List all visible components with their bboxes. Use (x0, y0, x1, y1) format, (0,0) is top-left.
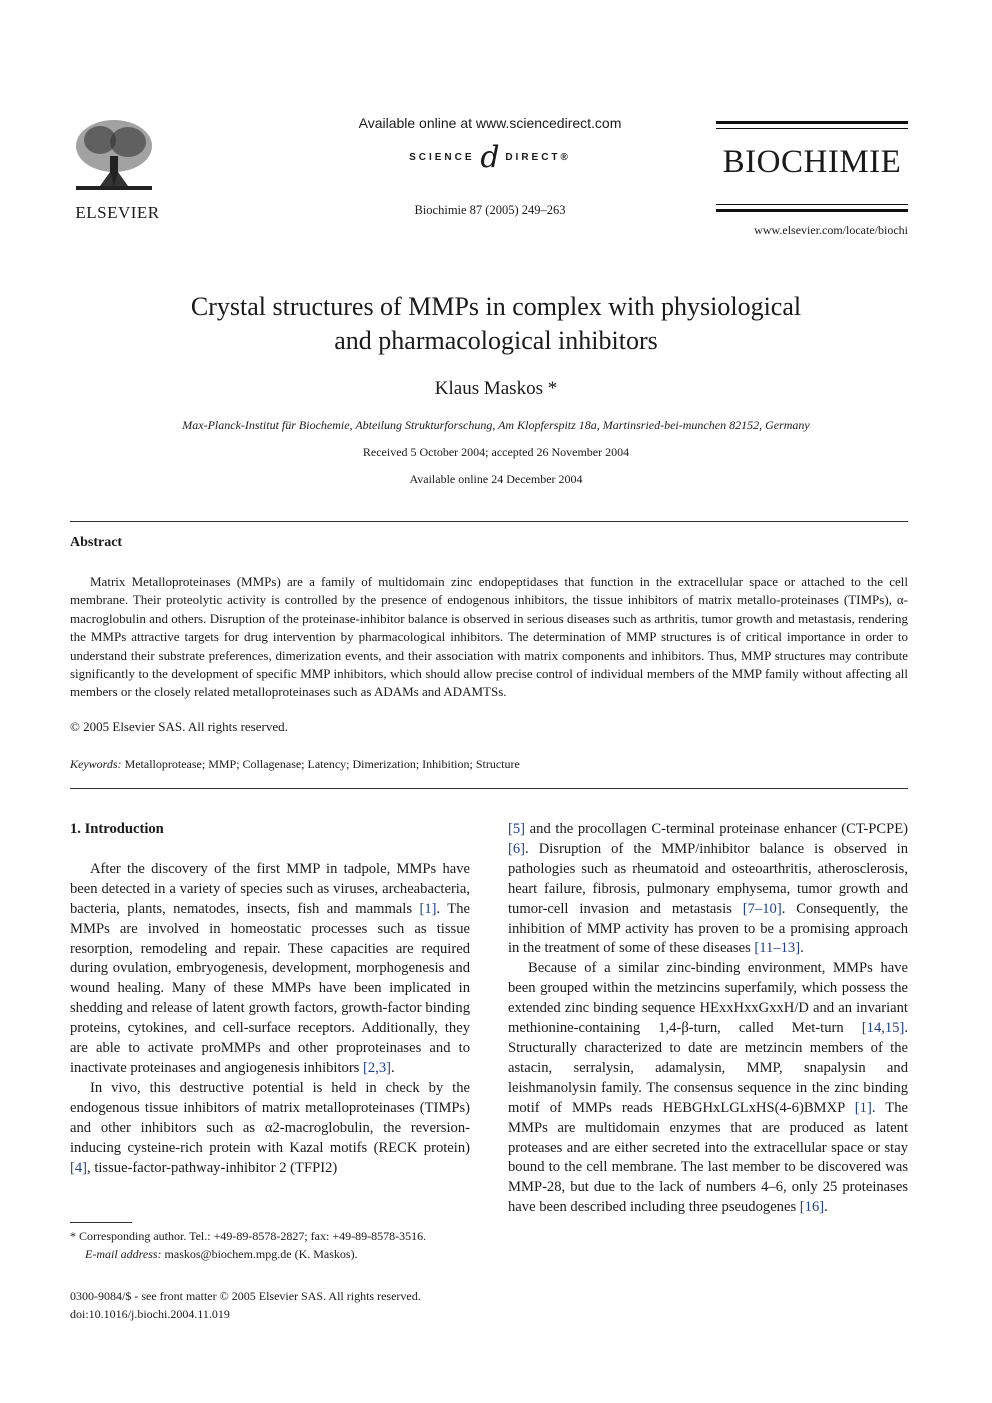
text-run: . (824, 1199, 828, 1216)
text-run: In vivo, this destructive potential is held in check by the endogenous tissue inhibitors of matrix metalloproteinases (TIMPs) and other inhibitors such as α2-macroglobulin, the reversion-inducing cysteine-rich protein with Kazal motifs (RECK protein) (70, 1079, 470, 1156)
citation-link[interactable]: [5] (508, 821, 526, 837)
text-run: . (800, 940, 804, 957)
journal-rule (716, 204, 908, 205)
sd-right-word: DIRECT® (505, 152, 571, 163)
paragraph (508, 820, 908, 959)
elsevier-tree-icon (70, 116, 158, 196)
author-name[interactable]: Klaus Maskos * (434, 378, 558, 399)
front-matter (70, 1288, 490, 1323)
section-heading: 1. Introduction (70, 821, 164, 837)
author-affiliation: Max-Planck-Institut für Biochemie, Abteilung Strukturforschung, Am Klopferspitz 18a, Martinsried-bei-munchen 82152, Germany (182, 418, 810, 432)
text-run: . The MMPs are multidomain enzymes that are produced as latent proteases and are either secreted into the extracellular space or stay bound to the cell membrane. The last member to be discovered was MMP-28, but due to the lack of numbers 4–6, only 25 proteinases have been described including three pseudogenes (508, 1099, 909, 1216)
title-line-1: Crystal structures of MMPs in complex with physiological (190, 292, 802, 321)
citation-link[interactable]: [1] (854, 1099, 872, 1116)
email-address[interactable]: maskos@biochem.mpg.de (K. Maskos). (164, 1246, 358, 1261)
available-online-date: Available online 24 December 2004 (409, 472, 583, 486)
citation-link[interactable]: [11–13] (754, 940, 801, 957)
article-title (100, 290, 892, 358)
citation-link[interactable]: [4] (70, 1159, 88, 1176)
body-column-left (70, 820, 470, 1178)
publisher-name: ELSEVIER (75, 203, 160, 222)
sd-left-word: SCIENCE (409, 152, 475, 163)
doi-line[interactable]: doi:10.1016/j.biochi.2004.11.019 (70, 1306, 230, 1321)
abstract-text: Matrix Metalloproteinases (MMPs) are a family of multidomain zinc endopeptidases that function in the extracellular space or attached to the cell membrane. Their proteolytic activity is controlled by the presence of endogenous inhibitors, the tissue inhibitors of matrix metallo-proteinases (TIMPs), α-macroglobulin and others. Disruption of the proteinase-inhibitor balance is observed in serious diseases such as arthritis, tumor growth and metastasis, rendering the MMPs attractive targets for drug intervention by pharmacological inhibitors. The determination of MMP structures is of critical importance in order to understand their substrate preferences, dimerization events, and their association with matrix components and inhibitors. Thus, MMP structures may contribute significantly to the development of specific MMP inhibitors, which should allow precise control of individual members of the MMP family without affecting all members or the closely related metalloproteinases such as ADAMs and ADAMTSs. (70, 574, 908, 700)
text-run: . Structurally characterized to date are metzincin members of the astacin, serralysin, adamalysin, MMP, snapalysin and leishmanolysin family. The consensus sequence in the zinc binding motif of MMPs reads HEBGHxLGLxHS(4-6)BMXP (508, 1020, 908, 1116)
abstract-copyright: © 2005 Elsevier SAS. All rights reserved. (70, 719, 288, 734)
text-run: . The MMPs are involved in homeostatic processes such as tissue resorption, remodeling and repair. These capacities are required during ovulation, embryogenesis, development, morphogenesis and wound healing. Many of these MMPs have been implicated in shedding and release of latent growth factors, growth-factor binding proteins, cytokines, and cell-surface receptors. Additionally, they are able to activate proMMPs and other proproteinases and to inactivate proteinases and angiogenesis inhibitors (70, 900, 470, 1076)
body-column-right (508, 820, 908, 1218)
text-run: Because of a similar zinc-binding environment, MMPs have been grouped within the metzincins superfamily, which possess the extended zinc binding sequence HExxHxxGxxH/D and an invariant methionine-containing 1,4-β-turn, called Met-turn (508, 960, 908, 1037)
email-label: E-mail address: (85, 1246, 162, 1261)
citation-link[interactable]: [16] (799, 1199, 825, 1216)
sciencedirect-logo[interactable] (380, 140, 600, 174)
journal-name: BIOCHIMIE (722, 144, 902, 180)
text-run: . Disruption of the MMP/inhibitor balance is observed in pathologies such as rheumatoid and osteoarthritis, atherosclerosis, heart failure, fibrosis, pulmonary emphysema, tumor growth and tumor-cell invasion and metastasis (508, 840, 908, 917)
citation-link[interactable]: [6] (508, 840, 526, 857)
journal-rule (716, 209, 908, 212)
text-run: , tissue-factor-pathway-inhibitor 2 (TFPI2) (87, 1159, 338, 1176)
text-run: After the discovery of the first MMP in tadpole, MMPs have been detected in a variety of species such as viruses, archeabacteria, bacteria, plants, nematodes, insects, fish and mammals (70, 860, 470, 917)
received-dates: Received 5 October 2004; accepted 26 November 2004 (362, 445, 630, 459)
keywords-label: Keywords: (70, 757, 122, 771)
citation-link[interactable]: [1] (419, 900, 437, 917)
divider (70, 788, 908, 789)
journal-citation: Biochimie 87 (2005) 249–263 (414, 203, 566, 217)
keywords (70, 757, 520, 772)
elsevier-logo (70, 116, 165, 222)
sciencedirect-available-text[interactable]: Available online at www.sciencedirect.com (358, 115, 622, 131)
text-run: . Consequently, the inhibition of MMP activity has proven to be a promising approach in the treatment of some of these diseases (508, 900, 908, 957)
abstract-body (70, 573, 908, 702)
journal-url[interactable]: www.elsevier.com/locate/biochi (754, 223, 908, 237)
email-line (70, 1246, 470, 1264)
journal-rule (716, 128, 908, 129)
sd-d-icon: d (480, 140, 500, 175)
keywords-values: Metalloprotease; MMP; Collagenase; Latency; Dimerization; Inhibition; Structure (124, 757, 520, 771)
issn-line: 0300-9084/$ - see front matter © 2005 Elsevier SAS. All rights reserved. (70, 1289, 421, 1303)
text-run: and the procollagen C-terminal proteinase enhancer (CT-PCPE) (525, 821, 908, 837)
footnote-rule (70, 1222, 132, 1223)
title-line-2: and pharmacological inhibitors (334, 326, 658, 355)
citation-link[interactable]: [14,15] (861, 1020, 905, 1037)
citation-link[interactable]: [2,3] (363, 1059, 391, 1076)
paragraph (508, 959, 908, 1218)
text-run: . (390, 1059, 395, 1076)
corresponding-author-note: * Corresponding author. Tel.: +49-89-8578-2827; fax: +49-89-8578-3516. (70, 1229, 427, 1243)
paragraph (70, 1079, 470, 1179)
citation-link[interactable]: [7–10] (742, 900, 782, 917)
divider (70, 521, 908, 522)
journal-rule (716, 121, 908, 124)
footnote (70, 1228, 470, 1263)
abstract-heading: Abstract (70, 535, 123, 550)
paragraph (70, 860, 470, 1079)
